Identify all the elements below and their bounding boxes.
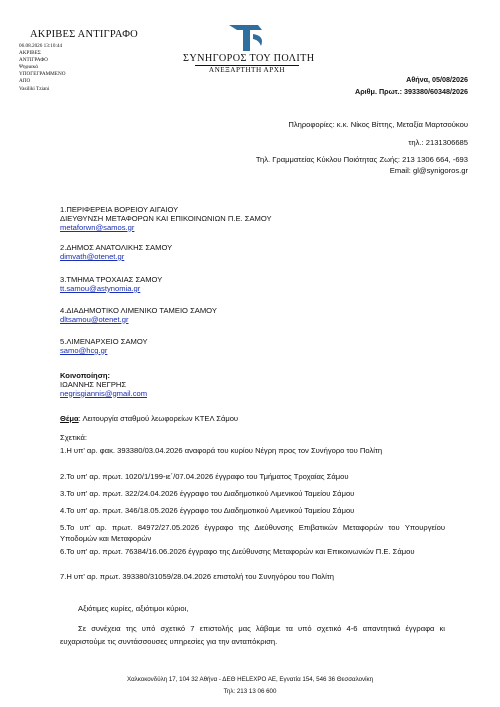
subject-line [60, 414, 445, 423]
recipient-email-link[interactable]: dltsamou@otenet.gr [60, 314, 129, 324]
references-heading: Σχετικά: [60, 433, 87, 442]
email-line: Email: gl@synigoros.gr [389, 166, 468, 175]
stamp-line: ΑΠΟ [19, 78, 31, 85]
recipient-item [60, 276, 162, 294]
subject-label: Θέμα [60, 414, 79, 423]
reference-item: 2.Το υπ' αρ. πρωτ. 1020/1/199-ιε΄/07.04.2026 έγγραφο του Τμήματος Τροχαίας Σάμου [60, 472, 349, 481]
references-list [60, 446, 445, 586]
recipient-name: 4.ΔΙΑΔΗΜΟΤΙΚΟ ΛΙΜΕΝΙΚΟ ΤΑΜΕΙΟ ΣΑΜΟΥ [60, 306, 217, 315]
secretariat-line: Τηλ. Γραμματείας Κύκλου Ποιότητας Ζωής: 213 1306 664, -693 [255, 155, 468, 164]
recipient-item [60, 338, 148, 356]
stamp-line: 06.08.2026 13:10:44 [19, 43, 63, 49]
org-name: ΣΥΝΗΓΟΡΟΣ ΤΟΥ ΠΟΛΙΤΗ [183, 53, 315, 64]
reference-item: 4.Το υπ' αρ. πρωτ. 346/18.05.2026 έγγραφο του Διαδημοτικού Λιμενικού Ταμείου Σάμου [60, 506, 355, 515]
recipient-email-link[interactable]: tt.samou@astynomia.gr [60, 283, 141, 293]
notification-block [60, 372, 147, 398]
reference-item: 7.Η υπ' αρ. πρωτ. 393380/31059/28.04.2026 επιστολή του Συνηγόρου του Πολίτη [60, 572, 335, 581]
recipient-item [60, 307, 217, 325]
stamp-line: Ψηφιακά [19, 64, 38, 71]
recipient-name: 5.ΛΙΜΕΝΑΡΧΕΙΟ ΣΑΜΟΥ [60, 337, 148, 346]
page-footer [0, 674, 500, 698]
date-protocol-block [355, 74, 468, 98]
phone-line: τηλ.: 2131306685 [408, 138, 468, 147]
recipient-name: 3.ΤΜΗΜΑ ΤΡΟΧΑΙΑΣ ΣΑΜΟΥ [60, 275, 163, 284]
protocol-line: Αριθμ. Πρωτ.: 393380/60348/2026 [355, 87, 468, 96]
notification-email-link[interactable]: negrisgiannis@gmail.com [60, 388, 148, 398]
footer-address: Χαλκοκονδύλη 17, 104 32 Αθήνα - ΔΕΘ HELEXPO AE, Εγνατία 154, 546 36 Θεσσαλονίκη [126, 676, 374, 683]
recipient-item [60, 206, 272, 232]
reference-item: 5.Το υπ' αρ. πρωτ. 84972/27.05.2026 έγγραφο της Διεύθυνσης Επιβατικών Μεταφορών του Υπουργείου Υποδομών και Μεταφορών [60, 523, 445, 543]
footer-phone: Τηλ: 213 13 06 600 [223, 688, 277, 695]
subject-text: : Λειτουργία σταθμού λεωφορείων ΚΤΕΛ Σάμου [78, 414, 239, 423]
recipient-email-link[interactable]: dimvath@otenet.gr [60, 251, 125, 261]
org-subtitle: ΑΝΕΞΑΡΤΗΤΗ ΑΡΧΗ [195, 65, 299, 74]
recipient-department: ΔΙΕΥΘΥΝΣΗ ΜΕΤΑΦΟΡΩΝ ΚΑΙ ΕΠΙΚΟΙΝΩΝΙΩΝ Π.Ε. ΣΑΜΟΥ [60, 213, 272, 223]
date-line: Αθήνα, 05/08/2026 [406, 75, 468, 84]
reference-item: 3.Το υπ' αρ. πρωτ. 322/24.04.2026 έγγραφο του Διαδημοτικού Λιμενικού Ταμείου Σάμου [60, 489, 355, 498]
recipient-name: 2.ΔΗΜΟΣ ΑΝΑΤΟΛΙΚΗΣ ΣΑΜΟΥ [60, 243, 173, 252]
notification-heading: Κοινοποίηση: [60, 371, 111, 380]
stamp-line: ΑΚΡΙΒΕΣ [19, 50, 41, 57]
salutation: Αξιότιμες κυρίες, αξιότιμοι κύριοι, [78, 604, 189, 613]
copy-title: ΑΚΡΙΒΕΣ ΑΝΤΙΓΡΑΦΟ [30, 29, 138, 40]
stamp-line: Vasiliki Tziani [19, 85, 50, 92]
recipient-email-link[interactable]: metaforwn@samos.gr [60, 222, 135, 232]
stamp-line: ΥΠΟΓΕΓΡΑΜΜΕΝΟ [19, 71, 66, 78]
reference-item: 1.Η υπ' αρ. φακ. 393380/03.04.2026 αναφορά του κυρίου Νέγρη προς τον Συνήγορο του Πολίτη [60, 446, 383, 455]
recipient-name: 1.ΠΕΡΙΦΕΡΕΙΑ ΒΟΡΕΙΟΥ ΑΙΓΑΙΟΥ [60, 205, 179, 214]
signature-stamp [19, 43, 65, 93]
reference-item: 6.Το υπ' αρ. πρωτ. 76384/16.06.2026 έγγραφο της Διεύθυνσης Μεταφορών και Επικοινωνιών Π.Ε. Σάμου [60, 547, 415, 556]
body-paragraph: Σε συνέχεια της υπό σχετικό 7 επιστολής μας λάβαμε τα υπό σχετικό 4-6 απαντητικά έγγραφα κι ευχαριστούμε τις συντάσσουσες υπηρεσίες για την ανταπόκριση. [60, 624, 445, 646]
ombudsman-logo [183, 22, 315, 74]
recipient-item [60, 244, 172, 262]
recipient-email-link[interactable]: samo@hcg.gr [60, 345, 108, 355]
notification-name: ΙΩΑΝΝΗΣ ΝΕΓΡΗΣ [60, 379, 127, 389]
stamp-line: ΑΝΤΙΓΡΑΦΟ [19, 57, 48, 64]
ombudsman-emblem-icon [226, 22, 268, 52]
info-line: Πληροφορίες: κ.κ. Νίκος Βίττης, Μεταξία Μαρτσούκου [288, 120, 468, 129]
